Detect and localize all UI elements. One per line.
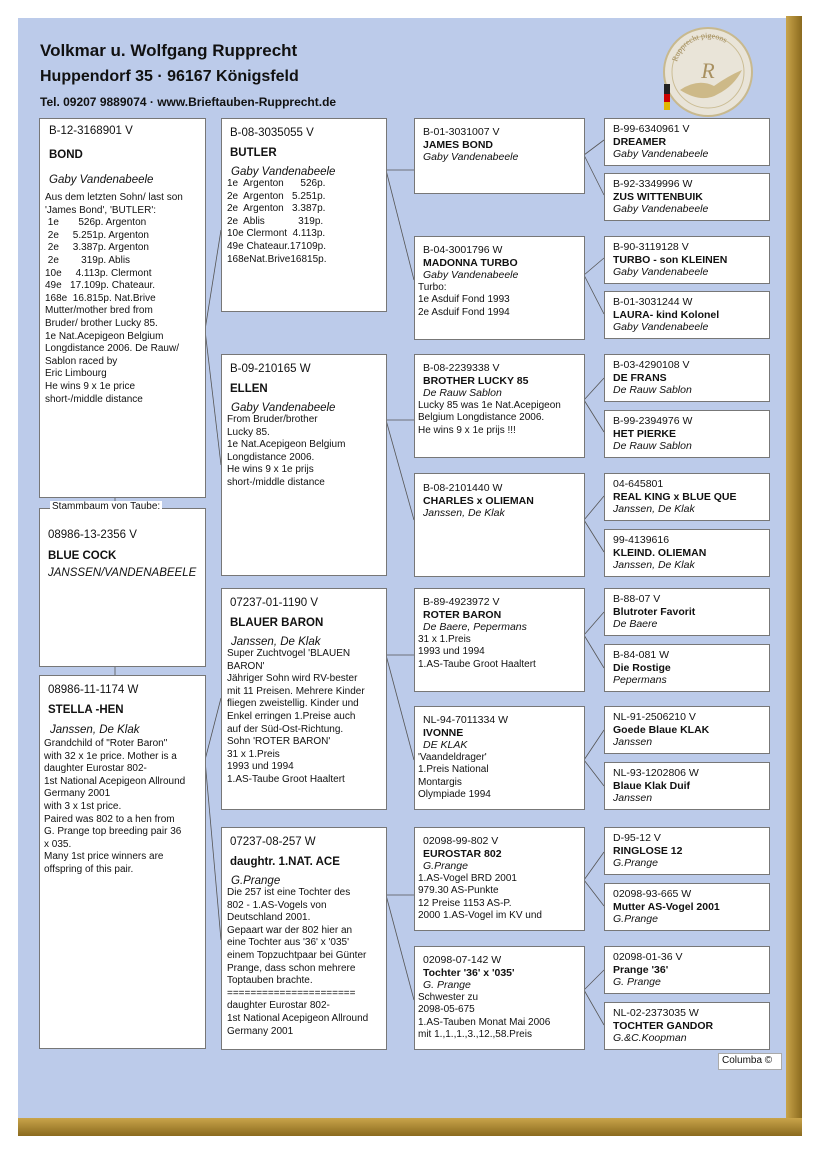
breeder: Janssen, De Klak [231,636,321,648]
breeder: Gaby Vandenabeele [231,166,336,178]
pigeon-notes: Aus dem letzten Sohn/ last son 'James Bond', 'BUTLER': 1e 526p. Argenton 2e 5.251p. Argenton 2e 3.387p. Argenton 2e 319p. Ablis 10e 4.113p. Clermont 49e 17.109p. Chateaur. 168e 16.815p. Nat.Brive Mutter/mother bred from Bruder/ brother Lucky 85. 1e Nat.Acepigeon Belgium Longdistance 2006. De Rauw/ Sablon raced by Eric Limbourg He wins 9 x 1e price short-/middle distance [45,192,183,405]
ring-number: B-09-210165 W [230,363,311,375]
grandparent-card [414,827,585,931]
ring-number: B-84-081 W [613,649,670,661]
grandparent-card [414,354,585,458]
pigeon-name: Goede Blaue KLAK [613,723,710,736]
ring-number: 02098-99-802 V [423,835,499,847]
ring-number: B-99-6340961 V [613,123,690,135]
breeder: Janssen, De Klak [423,507,505,519]
pigeon-name: CHARLES x OLIEMAN [423,494,534,507]
pigeon-name: Mutter AS-Vogel 2001 [613,900,720,913]
ring-number: 02098-07-142 W [423,954,502,966]
breeder: G.&C.Koopman [613,1032,687,1044]
grandparent-card [414,473,585,577]
pigeon-name: KLEIND. OLIEMAN [613,546,707,559]
breeder: Gaby Vandenabeele [231,402,336,414]
pigeon-name: RINGLOSE 12 [613,844,683,857]
parent-card [221,827,387,1050]
grandparent-card [414,946,585,1050]
ring-number: B-12-3168901 V [49,125,133,137]
pigeon-name: BROTHER LUCKY 85 [423,374,529,387]
owner-name: Volkmar u. Wolfgang Rupprecht [40,41,298,60]
breeder: Gaby Vandenabeele [613,203,709,215]
stammbaum-label: Stammbaum von Taube: [52,501,161,512]
great-grandparent-card [604,883,770,931]
grandparent-card [414,236,585,340]
parent-card [221,588,387,810]
pigeon-name: Blaue Klak Duif [613,779,691,792]
breeder: G. Prange [613,976,661,988]
pigeon-name: Tochter '36' x '035' [423,966,515,979]
ring-number: B-99-2394976 W [613,415,693,427]
breeder: Janssen [613,736,653,748]
pigeon-name: TOCHTER GANDOR [613,1019,714,1032]
subject-pigeon-card [39,118,206,498]
pigeon-name: DE FRANS [613,371,667,384]
pigeon-notes: Schwester zu 2098-05-675 1.AS-Tauben Monat Mai 2006 mit 1.,1.,1.,3.,12.,58.Preis [418,991,551,1041]
owner-contact: Tel. 09207 9889074 · www.Brieftauben-Rupprecht.de [40,95,337,109]
pigeon-name: BUTLER [230,147,277,159]
great-grandparent-card [604,410,770,458]
great-grandparent-card [604,473,770,521]
breeder: Janssen, De Klak [613,503,695,515]
pigeon-name: DREAMER [613,135,667,148]
logo-letter: R [701,58,715,83]
parent-card [221,354,387,576]
great-grandparent-card [604,118,770,166]
pigeon-notes: 31 x 1.Preis 1993 und 1994 1.AS-Taube Groot Haaltert [418,633,536,670]
pigeon-notes: Grandchild of "Roter Baron" with 32 x 1e price. Mother is a daughter Eurostar 802- 1st National Acepigeon Allround Germany 2001 with 3 x 1st price. Paired was 802 to a hen from G. Prange top breeding pair 36 x 035. Many 1st price winners are offspring of this pair. [44,738,186,875]
ring-number: B-04-3001796 W [423,244,503,256]
breeder: Janssen, De Klak [613,559,695,571]
ring-number: 02098-93-665 W [613,888,692,900]
breeder: G.Prange [231,875,281,887]
ring-number: B-01-3031244 W [613,296,693,308]
great-grandparent-card [604,354,770,402]
pigeon-notes: 'Vaandeldrager' 1.Preis National Montargis Olympiade 1994 [418,751,491,801]
ring-number: 08986-11-1174 W [48,684,139,696]
pigeon-name: ROTER BARON [423,608,502,621]
breeder: JANSSEN/VANDENABEELE [48,567,197,579]
pigeon-name: JAMES BOND [423,138,494,151]
pigeon-name: daughtr. 1.NAT. ACE [230,856,340,868]
ring-number: B-90-3119128 V [613,241,689,253]
grandparent-card [414,118,585,194]
ring-number: B-08-2239338 V [423,362,500,374]
ring-number: 08986-13-2356 V [48,529,137,541]
pigeon-name: EUROSTAR 802 [423,847,502,860]
great-grandparent-card [604,236,770,284]
breeder: Gaby Vandenabeele [49,174,154,186]
pigeon-name: BLUE COCK [48,550,117,562]
copyright-label: Columba © [718,1053,782,1070]
great-grandparent-card [604,1002,770,1050]
ring-number: B-01-3031007 V [423,126,500,138]
great-grandparent-card [604,291,770,339]
breeder: De Baere, Pepermans [423,621,527,633]
breeder: Gaby Vandenabeele [613,266,709,278]
pigeon-name: REAL KING x BLUE QUE [613,490,737,503]
breeder: Janssen [613,792,653,804]
breeder: Gaby Vandenabeele [423,269,519,281]
pigeon-notes: Die 257 ist eine Tochter des 802 - 1.AS-Vogels von Deutschland 2001. Gepaart war der 802 hier an eine Tochter aus '36' x '035' einem Topzuchtpaar bei Günter Prange, dass schon mehrere Toptauben brachte. ====================== daughter Eurostar 802- 1st National Acepigeon Allround Germany 2001 [227,887,369,1037]
great-grandparent-card [604,762,770,810]
ring-number: D-95-12 V [613,832,661,844]
pigeon-name: STELLA -HEN [48,704,124,716]
ring-number: 02098-01-36 V [613,951,683,963]
owner-address: Huppendorf 35 · 96167 Königsfeld [40,68,299,85]
alt-subject-card [39,508,206,667]
pigeon-name: MADONNA TURBO [423,256,518,269]
pigeon-notes: Lucky 85 was 1e Nat.Acepigeon Belgium Longdistance 2006. He wins 9 x 1e prijs !!! [418,399,561,436]
ring-number: B-08-3035055 V [230,127,314,139]
pigeon-name: BLAUER BARON [230,617,324,629]
great-grandparent-card [604,644,770,692]
breeder: De Rauw Sablon [613,440,692,452]
pigeon-name: HET PIERKE [613,427,677,440]
pigeon-notes: 1.AS-Vogel BRD 2001 979.30 AS-Punkte 12 Preise 1153 AS-P. 2000 1.AS-Vogel im KV und [418,872,542,922]
ring-number: 07237-01-1190 V [230,597,319,609]
great-grandparent-card [604,588,770,636]
pigeon-name: Blutroter Favorit [613,605,696,618]
ring-number: B-03-4290108 V [613,359,690,371]
ring-number: B-92-3349996 W [613,178,693,190]
great-grandparent-card [604,529,770,577]
breeder: G.Prange [613,857,658,869]
parent-card [221,118,387,312]
breeder: De Rauw Sablon [423,387,502,399]
pigeon-name: Die Rostige [613,661,671,674]
pigeon-name: BOND [49,149,83,161]
breeder: Pepermans [613,674,667,686]
ring-number: B-89-4923972 V [423,596,500,608]
pigeon-name: Prange '36' [613,963,669,976]
pigeon-name: ZUS WITTENBUIK [613,190,703,203]
great-grandparent-card [604,946,770,994]
grandparent-card [414,588,585,692]
ring-number: B-08-2101440 W [423,482,503,494]
ring-number: NL-02-2373035 W [613,1007,699,1019]
breeder: De Rauw Sablon [613,384,692,396]
great-grandparent-card [604,827,770,875]
great-grandparent-card [604,173,770,221]
ring-number: 04-645801 [613,478,664,490]
pigeon-name: IVONNE [423,726,464,739]
pigeon-notes: From Bruder/brother Lucky 85. 1e Nat.Acepigeon Belgium Longdistance 2006. He wins 9 x 1e prijs short-/middle distance [227,414,346,488]
breeder: G.Prange [613,913,658,925]
pigeon-name: ELLEN [230,383,268,395]
pigeon-notes: 1e Argenton 526p. 2e Argenton 5.251p. 2e Argenton 3.387p. 2e Ablis 319p. 10e Clermont 4.113p. 49e Chateaur.17109p. 168eNat.Brive16815p. [227,178,327,265]
ring-number: NL-91-2506210 V [613,711,696,723]
breeder: De Baere [613,618,658,630]
ring-number: NL-93-1202806 W [613,767,699,779]
breeder: Gaby Vandenabeele [613,148,709,160]
pigeon-notes: Super Zuchtvogel 'BLAUEN BARON' Jähriger Sohn wird RV-bester mit 11 Preisen. Mehrere Kinder fliegen zweistellig. Kinder und Enkel erringen 1.Preise auch auf der Süd-Ost-Richtung. Sohn 'ROTER BARON' 31 x 1.Preis 1993 und 1994 1.AS-Taube Groot Haaltert [227,648,365,785]
breeder: Janssen, De Klak [50,724,140,736]
pigeon-notes: Turbo: 1e Asduif Fond 1993 2e Asduif Fond 1994 [418,281,510,318]
logo-text: Rupprecht pigeons [670,30,729,63]
breeder: G.Prange [423,860,468,872]
dam-pigeon-card [39,675,206,1049]
ring-number: NL-94-7011334 W [423,714,509,726]
ring-number: 07237-08-257 W [230,836,316,848]
great-grandparent-card [604,706,770,754]
breeder: Gaby Vandenabeele [613,321,709,333]
pigeon-name: TURBO - son KLEINEN [613,253,728,266]
breeder: DE KLAK [423,739,468,751]
pigeon-name: LAURA- kind Kolonel [613,308,720,321]
breeder: Gaby Vandenabeele [423,151,519,163]
grandparent-card [414,706,585,810]
breeder: G. Prange [423,979,471,991]
ring-number: B-88-07 V [613,593,661,605]
ring-number: 99-4139616 [613,534,670,546]
